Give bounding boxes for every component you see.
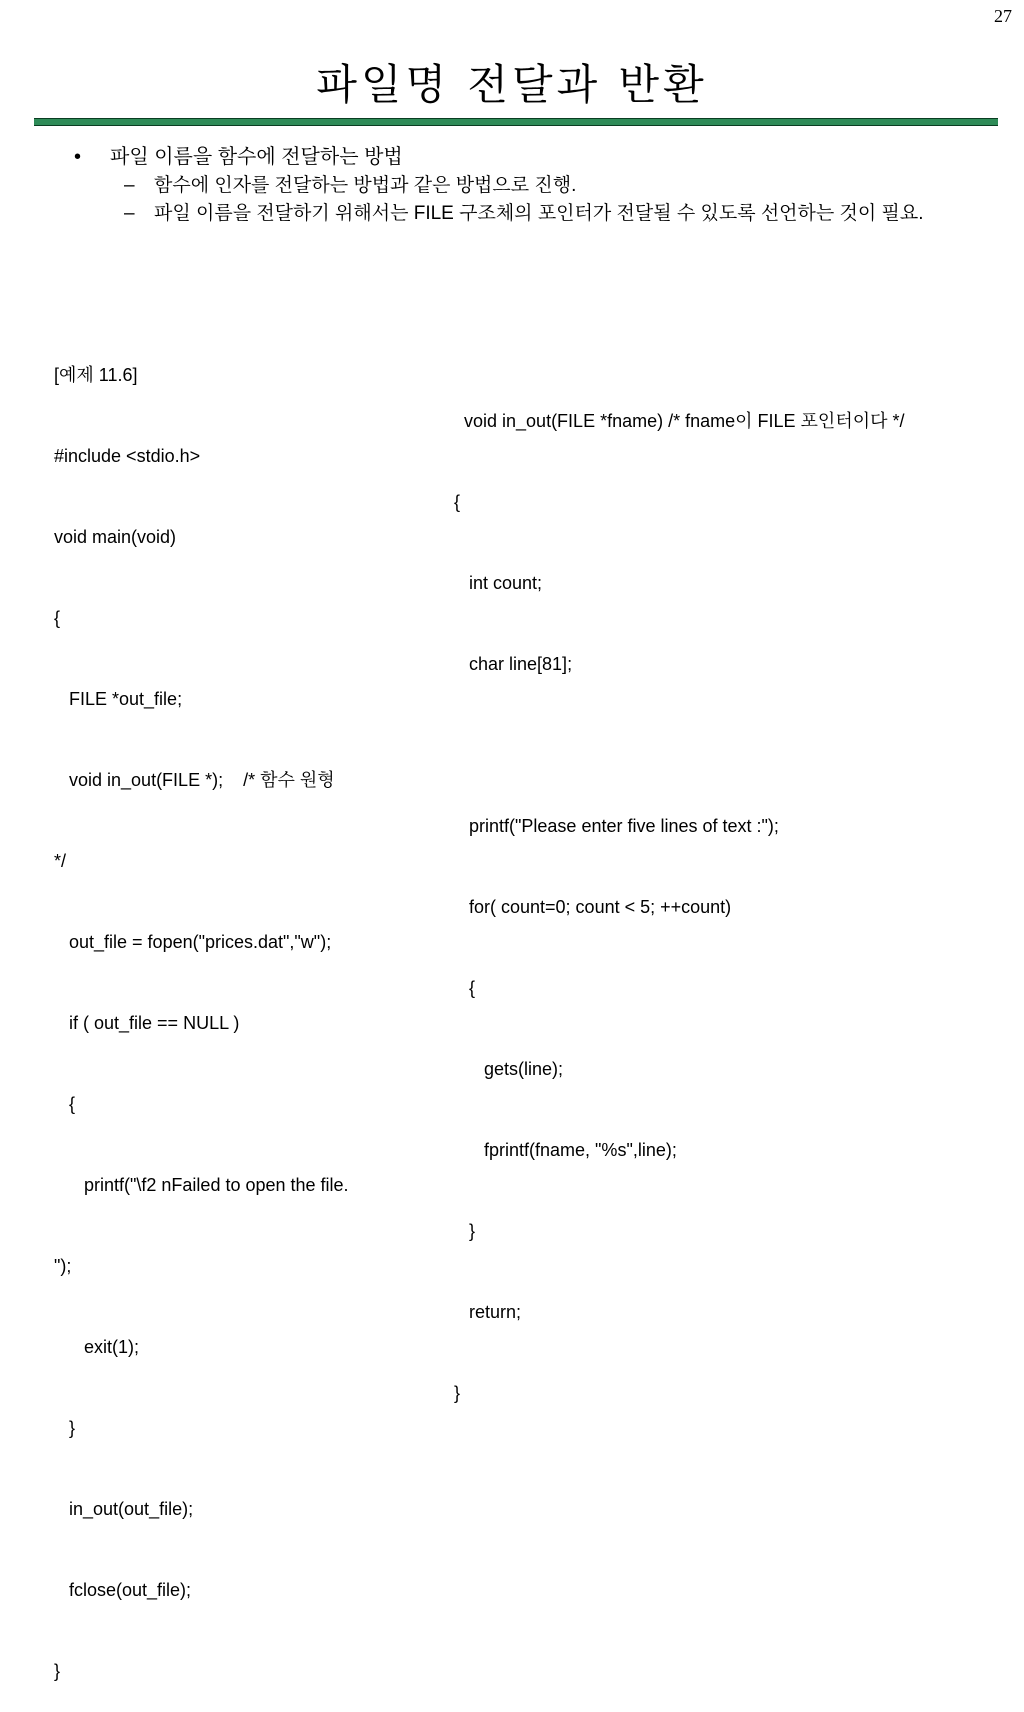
bullet-marker: •	[74, 146, 82, 168]
code-line: */	[54, 851, 67, 871]
bullet-item	[74, 142, 974, 172]
code-line: printf("\f2 nFailed to open the file.	[54, 1175, 349, 1195]
title-divider	[34, 118, 998, 126]
code-line: FILE *out_file;	[54, 689, 183, 709]
sub-bullet-text: 함수에 인자를 전달하는 방법과 같은 방법으로 진행.	[154, 175, 577, 196]
code-line: void in_out(FILE *); /* 함수 원형	[54, 770, 335, 790]
code-line: }	[454, 1221, 476, 1241]
code-line: ");	[54, 1256, 72, 1276]
code-line: {	[454, 978, 476, 998]
sub-bullet-text: 파일 이름을 전달하기 위해서는 FILE 구조체의 포인터가 전달될 수 있도록 선언하는 것이 필요.	[154, 203, 924, 224]
sub-bullet-item	[124, 200, 974, 228]
code-line: char line[81];	[454, 654, 573, 674]
sub-bullet-item	[124, 172, 974, 200]
code-line: fprintf(fname, "%s",line);	[454, 1140, 677, 1160]
code-block-main	[54, 308, 434, 1712]
code-line: fclose(out_file);	[54, 1580, 192, 1600]
code-line: }	[54, 1418, 76, 1438]
code-block-function	[454, 354, 1024, 1434]
page-number: 27	[994, 6, 1012, 26]
code-line: {	[54, 1094, 76, 1114]
code-line: int count;	[454, 573, 543, 593]
code-line: for( count=0; count < 5; ++count)	[454, 897, 732, 917]
code-line: }	[454, 1383, 461, 1403]
code-line: [예제 11.6]	[54, 365, 138, 385]
sub-bullet-marker: –	[124, 203, 135, 224]
code-line: }	[54, 1661, 61, 1681]
code-line: in_out(out_file);	[54, 1499, 194, 1519]
bullet-list	[74, 142, 974, 228]
bullet-text: 파일 이름을 함수에 전달하는 방법	[110, 146, 403, 168]
code-line: out_file = fopen("prices.dat","w");	[54, 932, 332, 952]
code-line: void main(void)	[54, 527, 177, 547]
code-line: #include <stdio.h>	[54, 446, 201, 466]
code-line: gets(line);	[454, 1059, 564, 1079]
code-line: return;	[454, 1302, 522, 1322]
code-line	[454, 732, 1024, 759]
code-line: {	[54, 608, 61, 628]
slide-title: 파일명 전달과 반환	[316, 60, 708, 109]
code-line: exit(1);	[54, 1337, 140, 1357]
code-line: {	[454, 492, 461, 512]
code-line: printf("Please enter five lines of text :");	[454, 816, 779, 836]
code-line: void in_out(FILE *fname) /* fname이 FILE 포인터이다 */	[454, 411, 905, 431]
code-line: if ( out_file == NULL )	[54, 1013, 240, 1033]
sub-bullet-marker: –	[124, 175, 135, 196]
